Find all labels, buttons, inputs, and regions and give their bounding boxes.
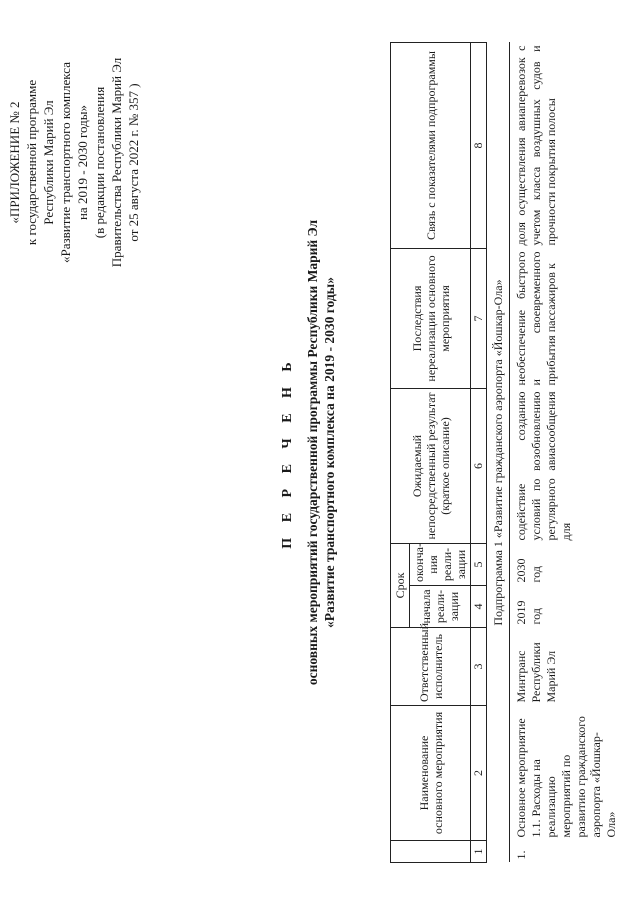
header-result: Ожидаемый непосредственный результат (краткое описание) [391,389,471,544]
appendix-line: «Развитие транспортного комплекса [58,62,73,263]
appendix-block [6,45,142,280]
header-name: Наименование основного мероприятия [391,706,471,841]
measures-table [390,42,621,863]
column-number: 6 [471,389,487,544]
row-measure-name: Основное мероприятие 1.1. Расходы на реализацию мероприятий по развитию гражданского аэропорта «Йошкар-Ола» [514,716,618,838]
row-result: содействие созданию условий по возобновлению регулярного авиасообщения для [514,391,573,541]
appendix-line: Республики Марий Эл [41,100,56,225]
column-number: 8 [471,43,487,249]
table-row [510,43,622,863]
column-number: 4 [471,586,487,628]
header-start: начала реали-зации [410,586,471,628]
column-numbers-row [471,43,487,863]
row-executor: Минтранс Республики Марий Эл [514,642,558,703]
header-num [391,841,471,863]
column-number: 7 [471,249,487,389]
header-executor: Ответственный исполнитель [391,628,471,706]
header-row [391,43,410,863]
appendix-line: к государственной программе [24,79,39,246]
column-number: 1 [471,841,487,863]
column-number: 2 [471,706,487,841]
subprogram-row [487,43,510,863]
appendix-line: Правительства Республики Марий Эл [109,57,124,268]
column-number: 5 [471,544,487,586]
header-consequences: Последствия нереализации основного мероприятия [391,249,471,389]
row-consequences: необеспечение быстрого и своевременного прибытия пассажиров к [514,251,558,386]
row-end: 2030 год [514,558,543,583]
row-start: 2019 год [514,600,543,625]
subprogram-title: Подпрограмма 1 «Развитие гражданского аэропорта «Йошкар-Ола» [487,43,510,863]
measures-table-wrap [390,43,621,863]
header-link: Связь с показателями подпрограммы [391,43,471,249]
appendix-line: (в редакции постановления [92,86,107,239]
row-link: доля осуществления авиаперевозок с учетом класса воздушных судов и прочности покрытия полосы [514,45,558,246]
header-term: Срок [391,544,410,628]
appendix-line: от 25 августа 2022 г. № 357 ) [126,83,141,242]
row-number: 1. [514,850,528,860]
appendix-line: на 2019 - 2030 годы» [75,104,90,221]
document-subtitle-line2: «Развитие транспортного комплекса на 2019 - 2030 годы» [322,277,337,628]
document-title: П Е Р Е Ч Е Н Ь [280,356,295,549]
appendix-line: «ПРИЛОЖЕНИЕ № 2 [7,101,22,224]
column-number: 3 [471,628,487,706]
document-subtitle-line1: основных мероприятий государственной программы Республики Марий Эл [305,219,320,686]
header-end: оконча-ния реали-зации [410,544,471,586]
document-heading [278,0,338,905]
